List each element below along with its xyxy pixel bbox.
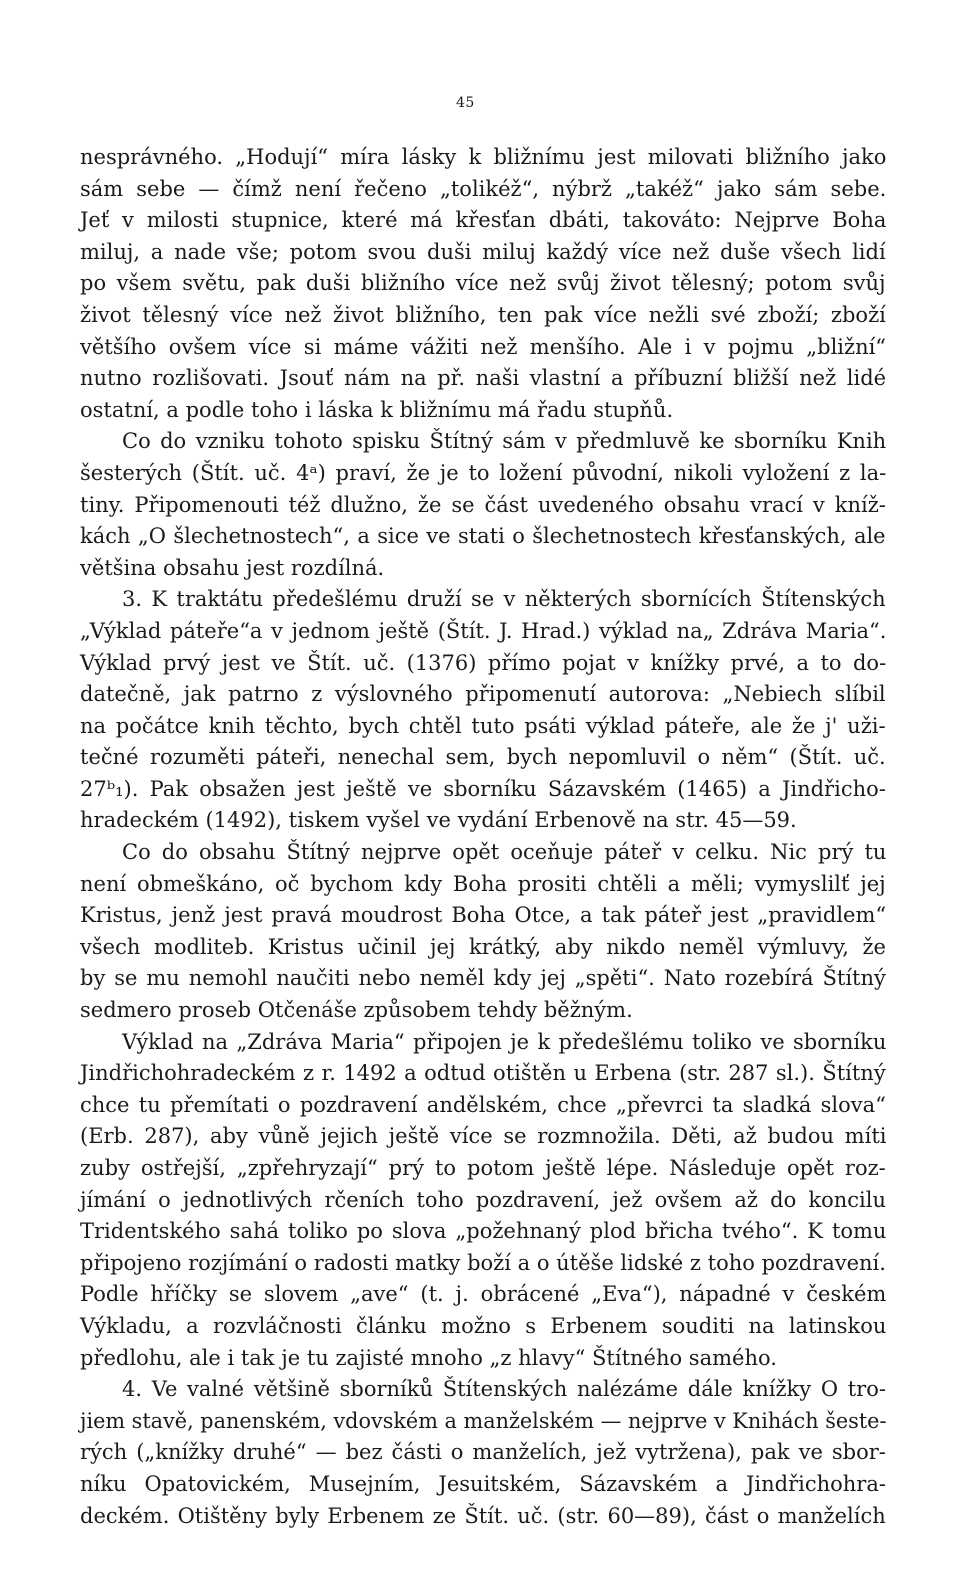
text-line: chce tu přemítati o pozdravení andělském, chce „převrci ta sladká slova“	[80, 1092, 886, 1117]
text-line: předlohu, ale i tak je tu zajisté mnoho „z hlavy“ Štítného samého.	[80, 1345, 777, 1370]
text-line: připojeno rozjímání o radosti matky boží a o útěše lidské z toho pozdravení.	[80, 1250, 886, 1275]
body-text	[80, 142, 886, 1532]
text-line: jiem stavě, panenském, vdovském a manželském — nejprve v Knihách šeste-	[80, 1408, 887, 1433]
text-line: Jindřichohradeckém z r. 1492 a odtud otištěn u Erbena (str. 287 sl.). Štítný	[80, 1061, 886, 1086]
text-line: Podle hříčky se slovem „ave“ (t. j. obrácené „Eva“), nápadné v českém	[80, 1282, 887, 1307]
text-line: sedmero proseb Otčenáše způsobem tehdy běžným.	[80, 998, 633, 1023]
text-line: 4. Ve valné většině sborníků Štítenských nalézáme dále knížky O tro-	[122, 1377, 886, 1402]
text-line: kách „O šlechetnostech“, a sice ve stati o šlechetnostech křesťanských, ale	[80, 524, 886, 549]
text-line: Výklad na „Zdráva Maria“ připojen je k předešlému toliko ve sborníku	[122, 1029, 887, 1054]
page-number: 45	[456, 95, 475, 111]
text-line: 27ᵇ₁). Pak obsažen jest ještě ve sborníku Sázavském (1465) a Jindřicho-	[80, 776, 886, 801]
text-line: by se mu nemohl naučiti nebo neměl kdy jej „spěti“. Nato rozebírá Štítný	[80, 966, 886, 991]
text-line: miluj, a nade vše; potom svou duši miluj každý více než duše všech lidí	[80, 239, 886, 264]
text-line: „Výklad páteře“a v jednom ještě (Štít. J. Hrad.) výklad na„ Zdráva Maria“.	[80, 618, 887, 643]
text-line: Co do vzniku tohoto spisku Štítný sám v předmluvě ke sborníku Knih	[122, 429, 887, 454]
text-line: tečné rozuměti páteři, nenechal sem, bych nepomluvil o něm“ (Štít. uč.	[80, 745, 886, 770]
text-line: zuby ostřejší, „zpřehryzají“ prý to potom ještě lépe. Následuje opět roz-	[80, 1156, 886, 1180]
text-line: na počátce knih těchto, bych chtěl tuto psáti výklad páteře, ale že j' uži-	[80, 713, 886, 738]
text-line: ostatní, a podle toho i láska k bližnímu má řadu stupňů.	[80, 397, 674, 422]
text-line: 3. K traktátu předešlému druží se v některých sbornících Štítenských	[122, 587, 886, 612]
text-line: po všem světu, pak duši bližního více než svůj život tělesný; potom svůj	[80, 271, 886, 296]
text-line: datečně, jak patrno z výslovného připomenutí autorova: „Nebiech slíbil	[80, 682, 886, 707]
text-line: tiny. Připomenouti též dlužno, že se část uvedeného obsahu vrací v kníž-	[80, 492, 886, 517]
text-line: rých („knížky druhé“ — bez části o manželích, jež vytržena), pak ve sbor-	[80, 1440, 886, 1465]
text-line: deckém. Otištěny byly Erbenem ze Štít. uč. (str. 60—89), část o manželích	[80, 1503, 886, 1528]
text-line: níku Opatovickém, Musejním, Jesuitském, Sázavském a Jindřichohra-	[80, 1471, 886, 1496]
text-line: nutno rozlišovati. Jsouť nám na př. naši vlastní a příbuzní bližší než lidé	[80, 366, 887, 391]
text-line: většina obsahu jest rozdílná.	[80, 555, 385, 580]
text-line: většího ovšem více si máme vážiti než menšího. Ale i v pojmu „bližní“	[80, 334, 887, 359]
text-line: Výklad prvý jest ve Štít. uč. (1376) přímo pojat v knížky prvé, a to do-	[80, 650, 887, 675]
text-line: šesterých (Štít. uč. 4ᵃ) praví, že je to ložení původní, nikoli vyložení z la-	[80, 460, 887, 485]
text-line: hradeckém (1492), tiskem vyšel ve vydání Erbenově na str. 45—59.	[80, 808, 797, 833]
text-line: jímání o jednotlivých rčeních toho pozdravení, jež ovšem až do koncilu	[80, 1187, 887, 1212]
text-line: Výkladu, a rozvláčnosti článku možno s Erbenem souditi na latinskou	[80, 1313, 887, 1338]
text-line: všech modliteb. Kristus učinil jej krátký, aby nikdo neměl výmluvy, že	[80, 934, 886, 959]
text-line: Kristus, jenž jest pravá moudrost Boha Otce, a tak páteř jest „pravidlem“	[80, 903, 887, 928]
text-line: sám sebe — čímž není řečeno „tolikéž“, nýbrž „takéž“ jako sám sebe.	[80, 176, 887, 201]
text-line: není obmeškáno, oč bychom kdy Boha prositi chtěli a měli; vymyslilť jej	[80, 871, 886, 896]
text-line: Co do obsahu Štítný nejprve opět oceňuje páteř v celku. Nic prý tu	[122, 840, 887, 865]
text-line: Jeť v milosti stupnice, které má křesťan dbáti, takováto: Nejprve Boha	[80, 208, 887, 233]
text-line: život tělesný více než život bližního, ten pak více nežli své zboží; zboží	[80, 302, 886, 327]
text-line: (Erb. 287), aby vůně jejich ještě více se rozmnožila. Děti, až budou míti	[80, 1124, 887, 1149]
text-line: Tridentského sahá toliko po slova „požehnaný plod břicha tvého“. K tomu	[80, 1219, 887, 1244]
text-line: nesprávného. „Hodují“ míra lásky k bližnímu jest milovati bližního jako	[80, 145, 887, 169]
